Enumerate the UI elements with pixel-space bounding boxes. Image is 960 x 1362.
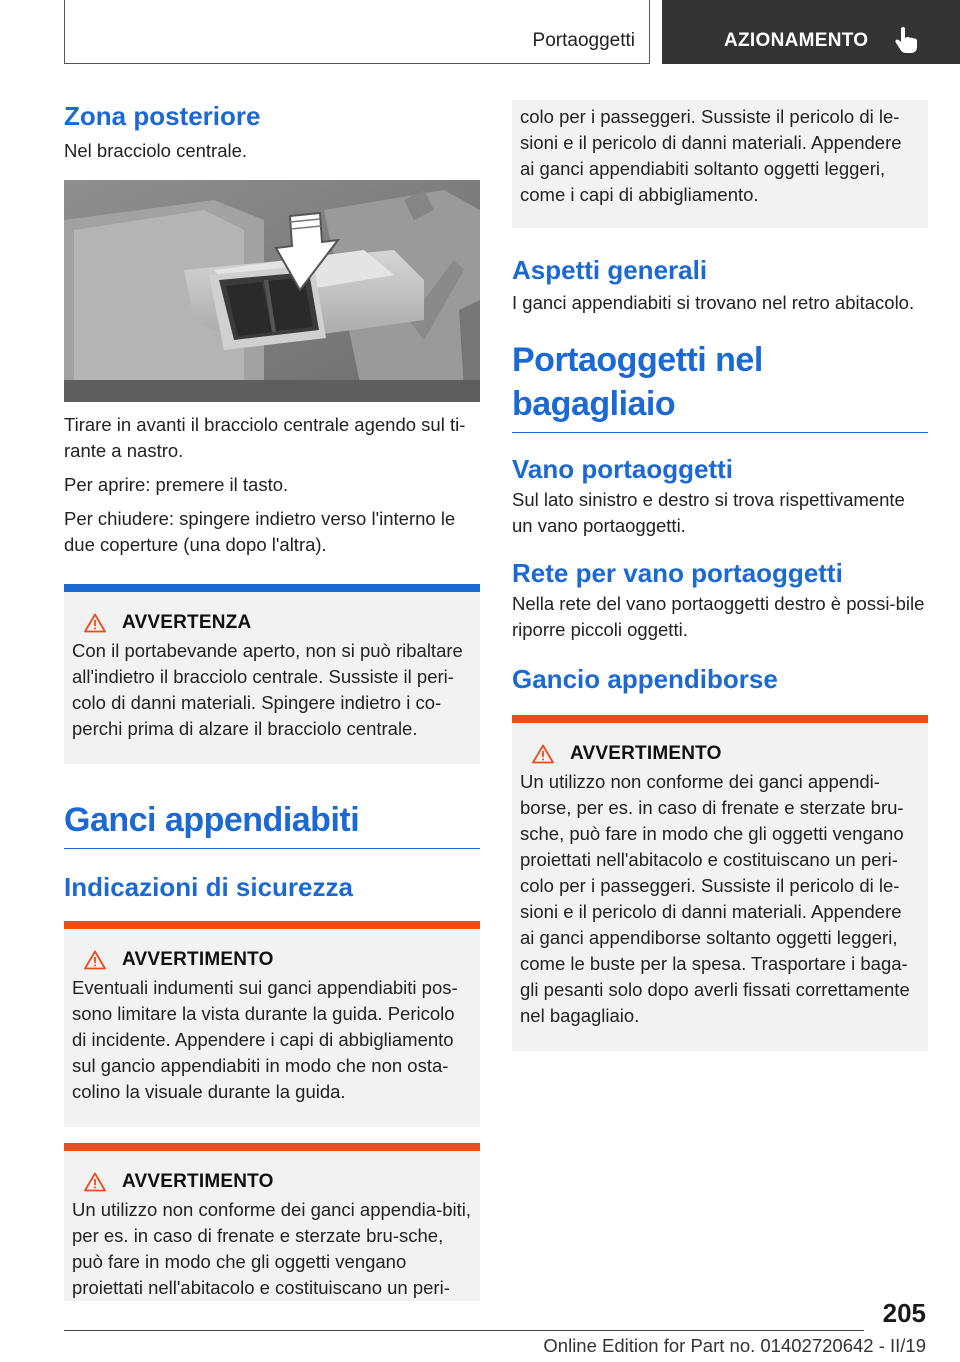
right-column xyxy=(512,100,928,1051)
paragraph-open: Per aprire: premere il tasto. xyxy=(64,474,289,495)
header-section-title: Portaoggetti xyxy=(532,30,635,51)
page-number: 205 xyxy=(882,1298,926,1328)
paragraph-pull-armrest: Tirare in avanti il bracciolo centrale agendo sul ti-rante a nastro. xyxy=(64,414,466,461)
heading-zona-posteriore: Zona posteriore xyxy=(64,101,261,131)
heading-indicazioni-sicurezza: Indicazioni di sicurezza xyxy=(64,872,353,902)
chapter-tab-label: AZIONAMENTO xyxy=(724,30,869,51)
heading-ganci-appendiabiti: Ganci appendiabiti xyxy=(64,798,480,849)
warning-title: AVVERTIMENTO xyxy=(122,1171,274,1192)
heading-gancio-appendiborse: Gancio appendiborse xyxy=(512,664,778,694)
paragraph-aspetti-generali: I ganci appendiabiti si trovano nel retro abitacolo. xyxy=(512,292,915,313)
warning-title: AVVERTENZA xyxy=(122,612,252,633)
warning-triangle-icon xyxy=(84,950,106,970)
footer-divider xyxy=(64,1330,864,1331)
heading-aspetti-generali: Aspetti generali xyxy=(512,255,708,285)
warning-title: AVVERTIMENTO xyxy=(122,949,274,970)
zona-posteriore-subtitle: Nel bracciolo centrale. xyxy=(64,140,248,161)
warning-box-avvertimento-1 xyxy=(64,921,480,1127)
warning-text: Eventuali indumenti sui ganci appendiabiti pos-sono limitare la vista durante la guida. Pericolo di incidente. Appendere i capi di abbigliamento sul gancio appendiabiti in modo che non osta-colino la visuale durante la guida. xyxy=(72,977,458,1102)
left-column xyxy=(64,100,480,1301)
warning-text: Con il portabevande aperto, non si può ribaltare all'indietro il bracciolo centrale. Sussiste il peri-colo di danni materiali. Spingere indietro i co-perchi prima di alzare il bracciolo centrale. xyxy=(72,640,463,739)
heading-rete-portaoggetti: Rete per vano portaoggetti xyxy=(512,558,843,588)
heading-vano-portaoggetti: Vano portaoggetti xyxy=(512,454,733,484)
paragraph-close: Per chiudere: spingere indietro verso l'interno le due coperture (una dopo l'altra). xyxy=(64,508,456,555)
warning-box-avvertimento-3 xyxy=(512,715,928,1051)
warning-box-continuation xyxy=(512,100,928,228)
chapter-tab xyxy=(662,0,960,64)
warning-title: AVVERTIMENTO xyxy=(570,743,722,764)
armrest-photo xyxy=(64,180,480,402)
warning-triangle-icon xyxy=(84,613,106,633)
warning-triangle-icon xyxy=(532,744,554,764)
paragraph-rete-portaoggetti: Nella rete del vano portaoggetti destro è possi-bile riporre piccoli oggetti. xyxy=(512,593,925,640)
paragraph-vano-portaoggetti: Sul lato sinistro e destro si trova rispettivamente un vano portaoggetti. xyxy=(512,489,905,536)
warning-text: Un utilizzo non conforme dei ganci appendia-biti, per es. in caso di frenate e sterzate bru-sche, può fare in modo che gli oggetti vengano proiettati nell'abitacolo e costituiscano un peri- xyxy=(72,1199,472,1298)
footer-edition: Online Edition for Part no. 01402720642 - II/19 xyxy=(543,1335,926,1356)
header-frame xyxy=(64,0,650,64)
heading-portaoggetti-bagagliaio: Portaoggetti nel bagagliaio xyxy=(512,338,928,433)
warning-box-avvertimento-2 xyxy=(64,1143,480,1301)
pointing-hand-icon xyxy=(894,26,920,54)
warning-box-avvertenza xyxy=(64,584,480,764)
warning-triangle-icon xyxy=(84,1172,106,1192)
warning-text: Un utilizzo non conforme dei ganci appendi-borse, per es. in caso di frenate e sterzate bru-sche, può fare in modo che gli oggetti vengano proiettati nell'abitacolo e costituiscano un peri-colo per i passeggeri. Sussiste il pericolo di le-sioni e il pericolo di danni materiali. Appendere ai ganci appendiborse soltanto oggetti leggeri, come le buste per la spesa. Trasportare i baga-gli pesanti solo dopo averli fissati correttamente nel bagagliaio. xyxy=(520,771,910,1026)
warning-continuation-text: colo per i passeggeri. Sussiste il pericolo di le-sioni e il pericolo di danni materiali. Appendere ai ganci appendiabiti soltanto oggetti leggeri, come i capi di abbigliamento. xyxy=(520,106,902,205)
